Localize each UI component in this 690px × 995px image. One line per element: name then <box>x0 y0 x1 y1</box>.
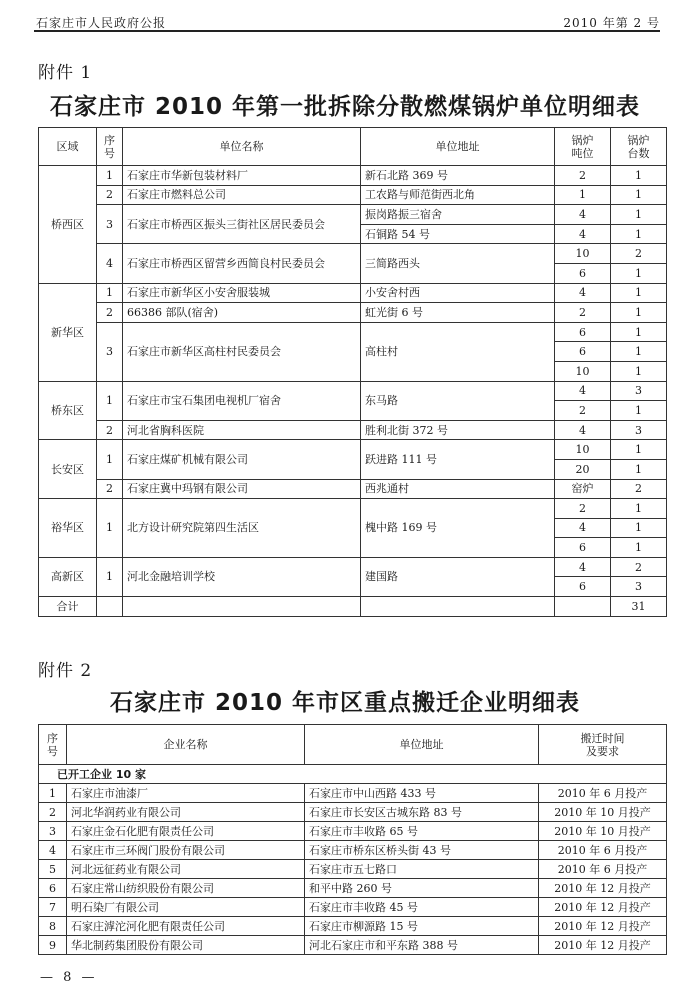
address-cell: 高柱村 <box>361 322 555 381</box>
units-cell: 2 <box>611 557 667 577</box>
unit-name-cell: 石家庄冀中玛钢有限公司 <box>123 479 361 499</box>
units-cell: 1 <box>611 185 667 205</box>
seq-cell: 4 <box>97 244 123 283</box>
issue-number: 2010 年第 2 号 <box>563 16 660 30</box>
total-label: 合计 <box>39 597 97 617</box>
units-cell: 1 <box>611 224 667 244</box>
attachment-1-label: 附件 1 <box>38 63 93 83</box>
table-row <box>39 860 667 879</box>
address-cell: 槐中路 169 号 <box>361 499 555 558</box>
table-row <box>39 322 667 342</box>
seq-cell: 2 <box>97 185 123 205</box>
table-row <box>39 205 667 225</box>
units-cell: 1 <box>611 205 667 225</box>
time-cell: 2010 年 12 月投产 <box>539 879 667 898</box>
seq-cell: 3 <box>97 205 123 244</box>
unit-name-cell: 66386 部队(宿舍) <box>123 303 361 323</box>
tons-cell: 2 <box>555 166 611 186</box>
tons-cell: 4 <box>555 420 611 440</box>
table-row <box>39 917 667 936</box>
table-row <box>39 822 667 841</box>
col-address: 单位地址 <box>305 725 539 765</box>
address-cell: 石家庄市丰收路 65 号 <box>305 822 539 841</box>
seq-cell: 2 <box>97 479 123 499</box>
tons-cell: 4 <box>555 205 611 225</box>
table-row <box>39 440 667 460</box>
seq-cell: 1 <box>97 283 123 303</box>
page-number: — 8 — <box>40 970 98 985</box>
relocation-table <box>38 724 667 955</box>
seq-cell: 1 <box>97 166 123 186</box>
company-cell: 石家庄市三环阀门股份有限公司 <box>67 841 305 860</box>
address-cell: 石家庄市丰收路 45 号 <box>305 898 539 917</box>
tons-cell: 2 <box>555 499 611 519</box>
table-row <box>39 244 667 264</box>
unit-name-cell: 河北金融培训学校 <box>123 557 361 596</box>
address-cell: 胜利北街 372 号 <box>361 420 555 440</box>
seq-cell: 8 <box>39 917 67 936</box>
tons-cell: 4 <box>555 557 611 577</box>
tons-cell: 2 <box>555 303 611 323</box>
company-cell: 河北远征药业有限公司 <box>67 860 305 879</box>
journal-title: 石家庄市人民政府公报 <box>36 16 167 30</box>
address-cell: 石家庄市柳源路 15 号 <box>305 917 539 936</box>
seq-cell: 1 <box>97 557 123 596</box>
table-row <box>39 303 667 323</box>
tons-cell: 6 <box>555 322 611 342</box>
units-cell: 3 <box>611 577 667 597</box>
header-row <box>39 128 667 166</box>
tons-cell: 20 <box>555 459 611 479</box>
unit-name-cell: 河北省胸科医院 <box>123 420 361 440</box>
page-header <box>34 6 660 32</box>
total-empty <box>97 597 123 617</box>
units-cell: 2 <box>611 244 667 264</box>
units-cell: 1 <box>611 283 667 303</box>
col-seq: 序 号 <box>39 725 67 765</box>
col-seq: 序 号 <box>97 128 123 166</box>
col-time: 搬迁时间 及要求 <box>539 725 667 765</box>
units-cell: 1 <box>611 499 667 519</box>
address-cell: 东马路 <box>361 381 555 420</box>
table-row <box>39 879 667 898</box>
total-empty <box>361 597 555 617</box>
table-row <box>39 499 667 519</box>
address-cell: 跃进路 111 号 <box>361 440 555 479</box>
company-cell: 河北华润药业有限公司 <box>67 803 305 822</box>
table-row <box>39 803 667 822</box>
section-label: 已开工企业 10 家 <box>39 765 667 784</box>
company-cell: 华北制药集团股份有限公司 <box>67 936 305 955</box>
table-row <box>39 185 667 205</box>
units-cell: 1 <box>611 263 667 283</box>
seq-cell: 2 <box>97 303 123 323</box>
total-units: 31 <box>611 597 667 617</box>
unit-name-cell: 石家庄市宝石集团电视机厂宿舍 <box>123 381 361 420</box>
tons-cell: 10 <box>555 361 611 381</box>
district-cell: 高新区 <box>39 557 97 596</box>
unit-name-cell: 石家庄市燃料总公司 <box>123 185 361 205</box>
col-name: 单位名称 <box>123 128 361 166</box>
address-cell: 石家庄市中山西路 433 号 <box>305 784 539 803</box>
tons-cell: 4 <box>555 381 611 401</box>
seq-cell: 4 <box>39 841 67 860</box>
unit-name-cell: 石家庄市华新包装材料厂 <box>123 166 361 186</box>
tons-cell: 10 <box>555 440 611 460</box>
time-cell: 2010 年 10 月投产 <box>539 803 667 822</box>
units-cell: 1 <box>611 361 667 381</box>
district-cell: 裕华区 <box>39 499 97 558</box>
time-cell: 2010 年 6 月投产 <box>539 784 667 803</box>
company-cell: 石家庄滹沱河化肥有限责任公司 <box>67 917 305 936</box>
time-cell: 2010 年 6 月投产 <box>539 841 667 860</box>
table-row <box>39 784 667 803</box>
time-cell: 2010 年 6 月投产 <box>539 860 667 879</box>
seq-cell: 1 <box>97 440 123 479</box>
units-cell: 1 <box>611 401 667 421</box>
tons-cell: 4 <box>555 224 611 244</box>
header-row <box>39 725 667 765</box>
units-cell: 1 <box>611 342 667 362</box>
unit-name-cell: 石家庄煤矿机械有限公司 <box>123 440 361 479</box>
address-cell: 石家庄市五七路口 <box>305 860 539 879</box>
address-cell: 石家庄市长安区古城东路 83 号 <box>305 803 539 822</box>
seq-cell: 5 <box>39 860 67 879</box>
seq-cell: 6 <box>39 879 67 898</box>
attachment-2-title: 石家庄市 2010 年市区重点搬迁企业明细表 <box>109 690 581 716</box>
col-name: 企业名称 <box>67 725 305 765</box>
units-cell: 1 <box>611 440 667 460</box>
company-cell: 石家庄常山纺织股份有限公司 <box>67 879 305 898</box>
units-cell: 1 <box>611 518 667 538</box>
units-cell: 3 <box>611 381 667 401</box>
attachment-2-label: 附件 2 <box>38 661 93 681</box>
units-cell: 1 <box>611 459 667 479</box>
seq-cell: 2 <box>97 420 123 440</box>
seq-cell: 1 <box>97 381 123 420</box>
address-cell: 三简路西头 <box>361 244 555 283</box>
address-cell: 西兆通村 <box>361 479 555 499</box>
unit-name-cell: 石家庄市桥西区留营乡西简良村民委员会 <box>123 244 361 283</box>
table-row <box>39 381 667 401</box>
address-cell: 河北石家庄市和平东路 388 号 <box>305 936 539 955</box>
units-cell: 3 <box>611 420 667 440</box>
tons-cell: 4 <box>555 283 611 303</box>
units-cell: 1 <box>611 166 667 186</box>
table-row <box>39 283 667 303</box>
seq-cell: 1 <box>97 499 123 558</box>
company-cell: 明石染厂有限公司 <box>67 898 305 917</box>
tons-cell: 2 <box>555 401 611 421</box>
time-cell: 2010 年 12 月投产 <box>539 898 667 917</box>
table-row <box>39 557 667 577</box>
seq-cell: 3 <box>97 322 123 381</box>
unit-name-cell: 石家庄市新华区小安舍服装城 <box>123 283 361 303</box>
address-cell: 虹光街 6 号 <box>361 303 555 323</box>
units-cell: 1 <box>611 538 667 558</box>
table-row <box>39 479 667 499</box>
tons-cell: 窑炉 <box>555 479 611 499</box>
attachment-1-title: 石家庄市 2010 年第一批拆除分散燃煤锅炉单位明细表 <box>49 94 641 120</box>
address-cell: 工农路与师范街西北角 <box>361 185 555 205</box>
address-cell: 和平中路 260 号 <box>305 879 539 898</box>
total-empty <box>555 597 611 617</box>
col-district: 区域 <box>39 128 97 166</box>
address-cell: 小安舍村西 <box>361 283 555 303</box>
address-cell: 石铜路 54 号 <box>361 224 555 244</box>
address-cell: 建国路 <box>361 557 555 596</box>
district-cell: 长安区 <box>39 440 97 499</box>
tons-cell: 6 <box>555 538 611 558</box>
unit-name-cell: 石家庄市桥西区振头三街社区居民委员会 <box>123 205 361 244</box>
tons-cell: 1 <box>555 185 611 205</box>
boiler-removal-table <box>38 127 667 617</box>
tons-cell: 4 <box>555 518 611 538</box>
seq-cell: 1 <box>39 784 67 803</box>
seq-cell: 2 <box>39 803 67 822</box>
units-cell: 1 <box>611 303 667 323</box>
company-cell: 石家庄市油漆厂 <box>67 784 305 803</box>
time-cell: 2010 年 12 月投产 <box>539 917 667 936</box>
district-cell: 新华区 <box>39 283 97 381</box>
tons-cell: 6 <box>555 342 611 362</box>
table-row <box>39 420 667 440</box>
tons-cell: 6 <box>555 577 611 597</box>
address-cell: 振岗路振三宿舍 <box>361 205 555 225</box>
tons-cell: 6 <box>555 263 611 283</box>
address-cell: 石家庄市桥东区桥头街 43 号 <box>305 841 539 860</box>
address-cell: 新石北路 369 号 <box>361 166 555 186</box>
district-cell: 桥东区 <box>39 381 97 440</box>
section-row <box>39 765 667 784</box>
tons-cell: 10 <box>555 244 611 264</box>
table-row <box>39 841 667 860</box>
col-tons: 锅炉 吨位 <box>555 128 611 166</box>
col-units: 锅炉 台数 <box>611 128 667 166</box>
table-row <box>39 166 667 186</box>
seq-cell: 7 <box>39 898 67 917</box>
total-row <box>39 597 667 617</box>
unit-name-cell: 北方设计研究院第四生活区 <box>123 499 361 558</box>
time-cell: 2010 年 10 月投产 <box>539 822 667 841</box>
units-cell: 1 <box>611 322 667 342</box>
units-cell: 2 <box>611 479 667 499</box>
seq-cell: 3 <box>39 822 67 841</box>
seq-cell: 9 <box>39 936 67 955</box>
time-cell: 2010 年 12 月投产 <box>539 936 667 955</box>
district-cell: 桥西区 <box>39 166 97 284</box>
company-cell: 石家庄金石化肥有限责任公司 <box>67 822 305 841</box>
col-address: 单位地址 <box>361 128 555 166</box>
total-empty <box>123 597 361 617</box>
table-row <box>39 898 667 917</box>
unit-name-cell: 石家庄市新华区高柱村民委员会 <box>123 322 361 381</box>
table-row <box>39 936 667 955</box>
